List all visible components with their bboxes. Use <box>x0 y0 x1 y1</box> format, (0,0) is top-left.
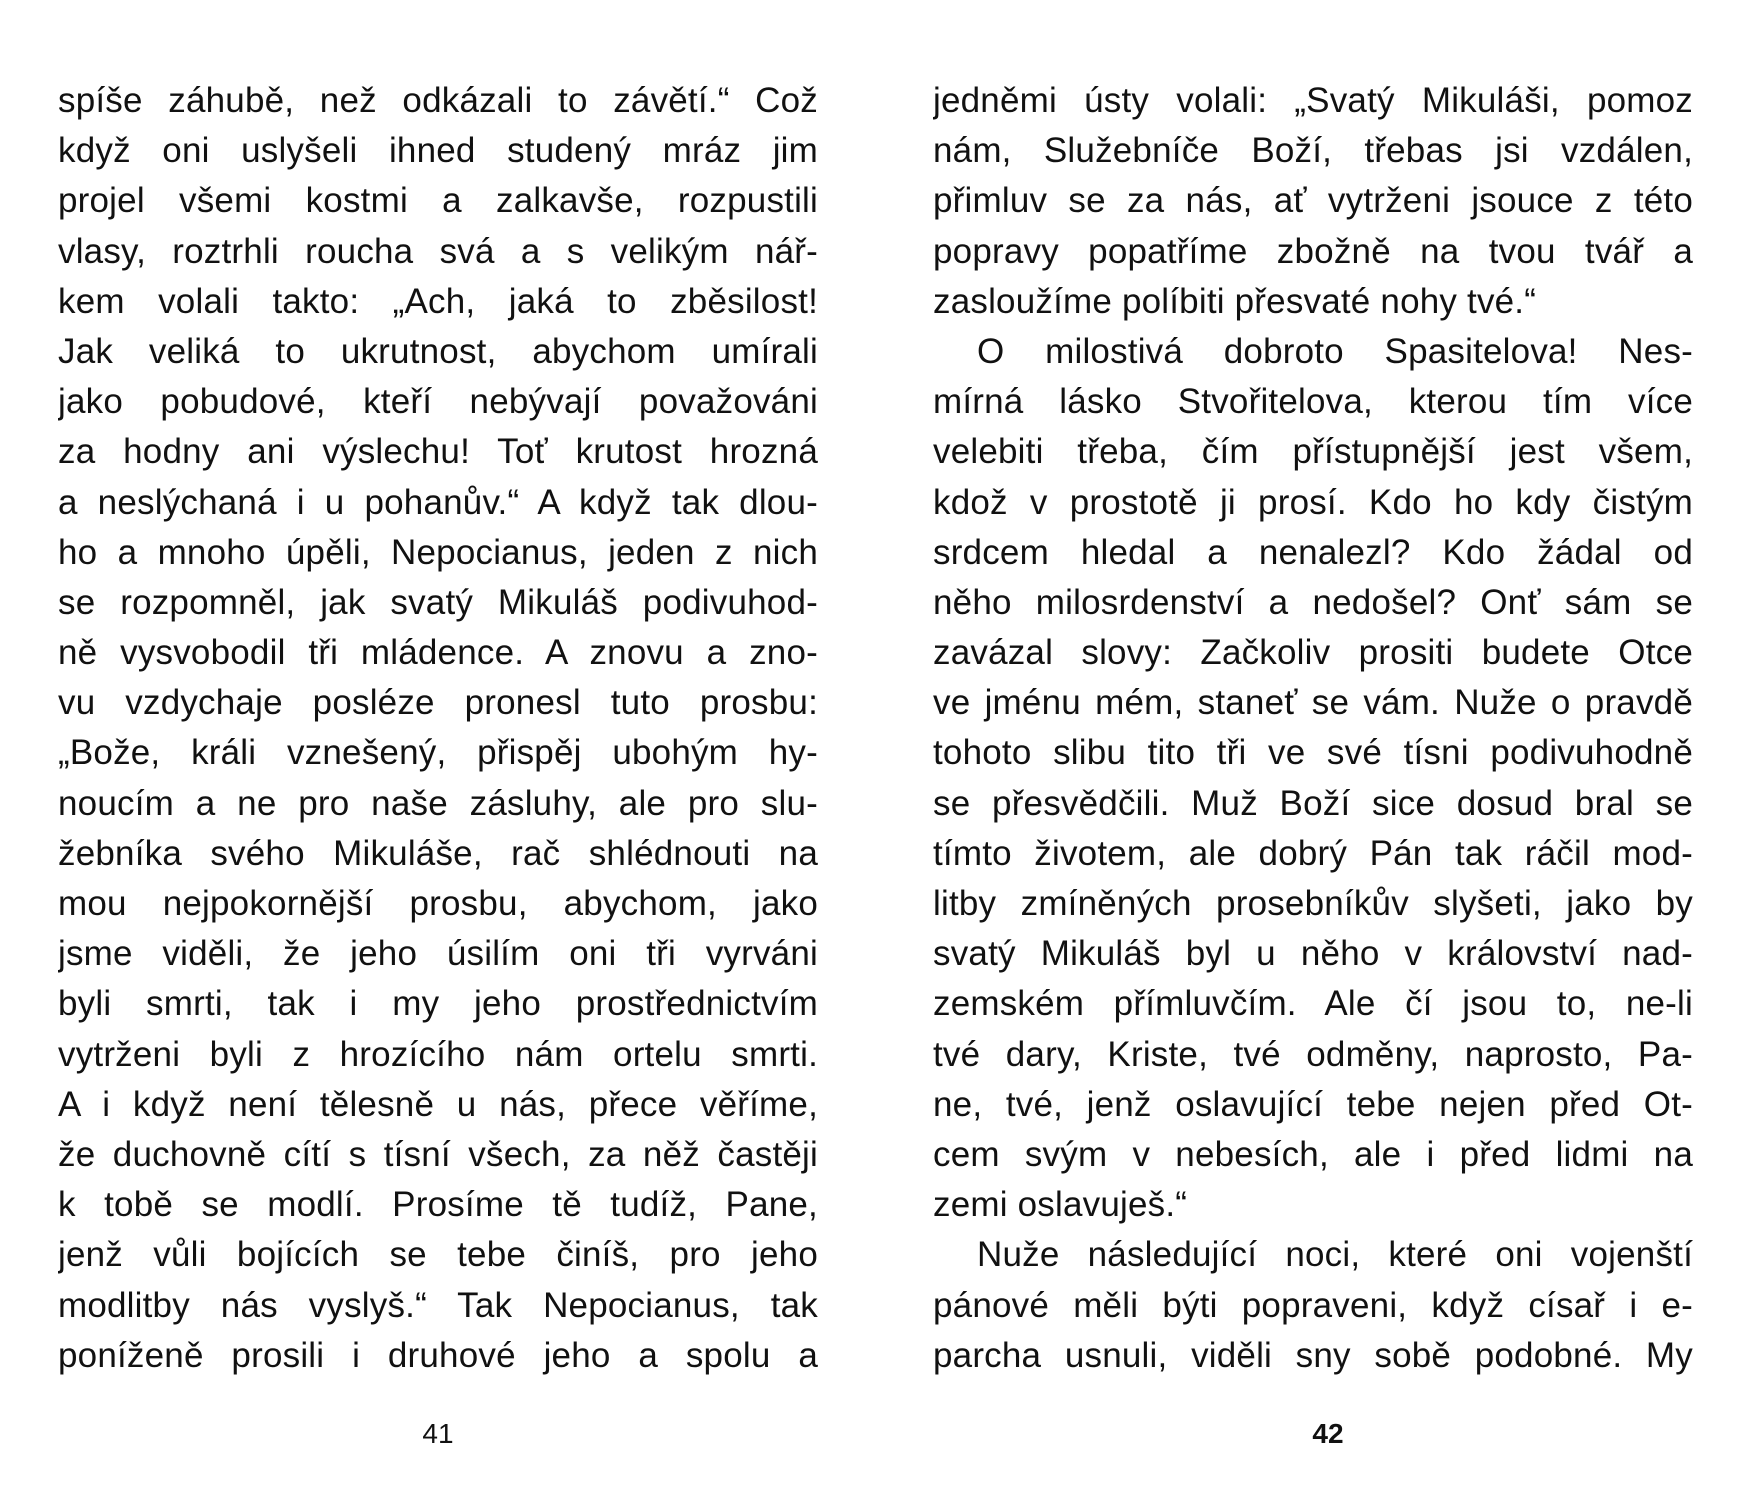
text-line: žebníka svého Mikuláše, rač shlédnouti na <box>58 833 818 873</box>
text-line: vu vzdychaje posléze pronesl tuto prosbu: <box>58 683 818 723</box>
text-line: projel všemi kostmi a zalkavše, rozpustili <box>58 181 818 221</box>
text-line: že duchovně cítí s tísní všech, za něž častěji <box>58 1134 818 1174</box>
text-line: za hodny ani výslechu! Toť krutost hrozná <box>58 432 818 472</box>
text-line: se rozpomněl, jak svatý Mikuláš podivuhod- <box>58 582 818 622</box>
text-line: poníženě prosili i druhové jeho a spolu a <box>58 1335 818 1375</box>
text-line: zemském přímluvčím. Ale čí jsou to, ne-li <box>933 984 1693 1024</box>
text-line: přimluv se za nás, ať vytrženi jsouce z této <box>933 181 1693 221</box>
text-line: modlitby nás vyslyš.“ Tak Nepocianus, tak <box>58 1285 818 1325</box>
text-line: mou nejpokornější prosbu, abychom, jako <box>58 884 818 923</box>
text-line: a neslýchaná i u pohanův.“ A když tak dlou- <box>58 482 818 522</box>
text-line: pánové měli býti popraveni, když císař i e- <box>933 1285 1693 1325</box>
text-line: O milostivá dobroto Spasitelova! Nes- <box>977 331 1693 371</box>
text-line: cem svým v nebesích, ale i před lidmi na <box>933 1134 1693 1174</box>
text-line: tímto životem, ale dobrý Pán tak ráčil mod- <box>933 833 1693 873</box>
text-line: kem volali takto: „Ach, jaká to zběsilost! <box>58 281 818 321</box>
text-line: kdož v prostotě ji prosí. Kdo ho kdy čistým <box>933 482 1693 522</box>
text-line: se přesvědčili. Muž Boží sice dosud bral se <box>933 783 1693 823</box>
text-line: nám, Služebníče Boží, třebas jsi vzdálen, <box>933 131 1693 171</box>
text-line: ně vysvobodil tři mládence. A znovu a zno- <box>58 633 818 673</box>
text-line: Jak veliká to ukrutnost, abychom umírali <box>58 331 818 371</box>
text-line: jedněmi ústy volali: „Svatý Mikuláši, pomoz <box>933 81 1693 120</box>
text-line: „Bože, králi vznešený, přispěj ubohým hy- <box>58 733 818 773</box>
page-number: 41 <box>422 1418 454 1449</box>
text-line: litby zmíněných prosebníkův slyšeti, jako by <box>933 884 1693 923</box>
text-line: když oni uslyšeli ihned studený mráz jim <box>58 131 818 171</box>
text-line: tohoto slibu tito tři ve své tísni podivuhodně <box>933 733 1693 773</box>
text-line: k tobě se modlí. Prosíme tě tudíž, Pane, <box>58 1185 818 1225</box>
text-line: spíše záhubě, než odkázali to závětí.“ Což <box>58 81 818 120</box>
text-line: tvé dary, Kriste, tvé odměny, naprosto, Pa- <box>933 1034 1693 1074</box>
right-page <box>870 0 1740 1500</box>
left-page-text <box>58 76 818 1381</box>
text-line: zavázal slovy: Začkoliv prositi budete Otce <box>933 633 1693 673</box>
text-line: srdcem hledal a nenalezl? Kdo žádal od <box>933 532 1693 572</box>
text-line: jsme viděli, že jeho úsilím oni tři vyrváni <box>58 934 818 974</box>
text-line: noucím a ne pro naše zásluhy, ale pro slu- <box>58 783 818 823</box>
text-line: jenž vůli bojících se tebe činíš, pro jeho <box>58 1235 818 1275</box>
text-line: něho milosrdenství a nedošel? Onť sám se <box>933 582 1693 622</box>
text-line: zasloužíme políbiti přesvaté nohy tvé.“ <box>933 281 1537 321</box>
text-line: vytrženi byli z hrozícího nám ortelu smrti. <box>58 1034 818 1074</box>
right-page-text <box>933 76 1693 1381</box>
page-number: 42 <box>1312 1418 1344 1449</box>
text-line: A i když není tělesně u nás, přece věříme, <box>58 1084 818 1124</box>
text-line: ve jménu mém, staneť se vám. Nuže o pravdě <box>933 683 1693 723</box>
text-line: ho a mnoho úpěli, Nepocianus, jeden z nich <box>58 532 818 572</box>
text-line: vlasy, roztrhli roucha svá a s velikým nář- <box>58 231 818 271</box>
text-line: byli smrti, tak i my jeho prostřednictvím <box>58 984 818 1024</box>
text-line: mírná lásko Stvořitelova, kterou tím více <box>933 382 1693 422</box>
text-line: jako pobudové, kteří nebývají považováni <box>58 382 818 422</box>
text-line: popravy popatříme zbožně na tvou tvář a <box>933 231 1693 271</box>
text-line: Nuže následující noci, které oni vojenští <box>977 1235 1693 1275</box>
text-line: ne, tvé, jenž oslavující tebe nejen před Ot- <box>933 1084 1693 1124</box>
text-line: zemi oslavuješ.“ <box>933 1185 1188 1225</box>
text-line: parcha usnuli, viděli sny sobě podobné. My <box>933 1335 1693 1375</box>
text-line: velebiti třeba, čím přístupnější jest všem, <box>933 432 1693 472</box>
text-line: svatý Mikuláš byl u něho v království nad- <box>933 934 1693 974</box>
